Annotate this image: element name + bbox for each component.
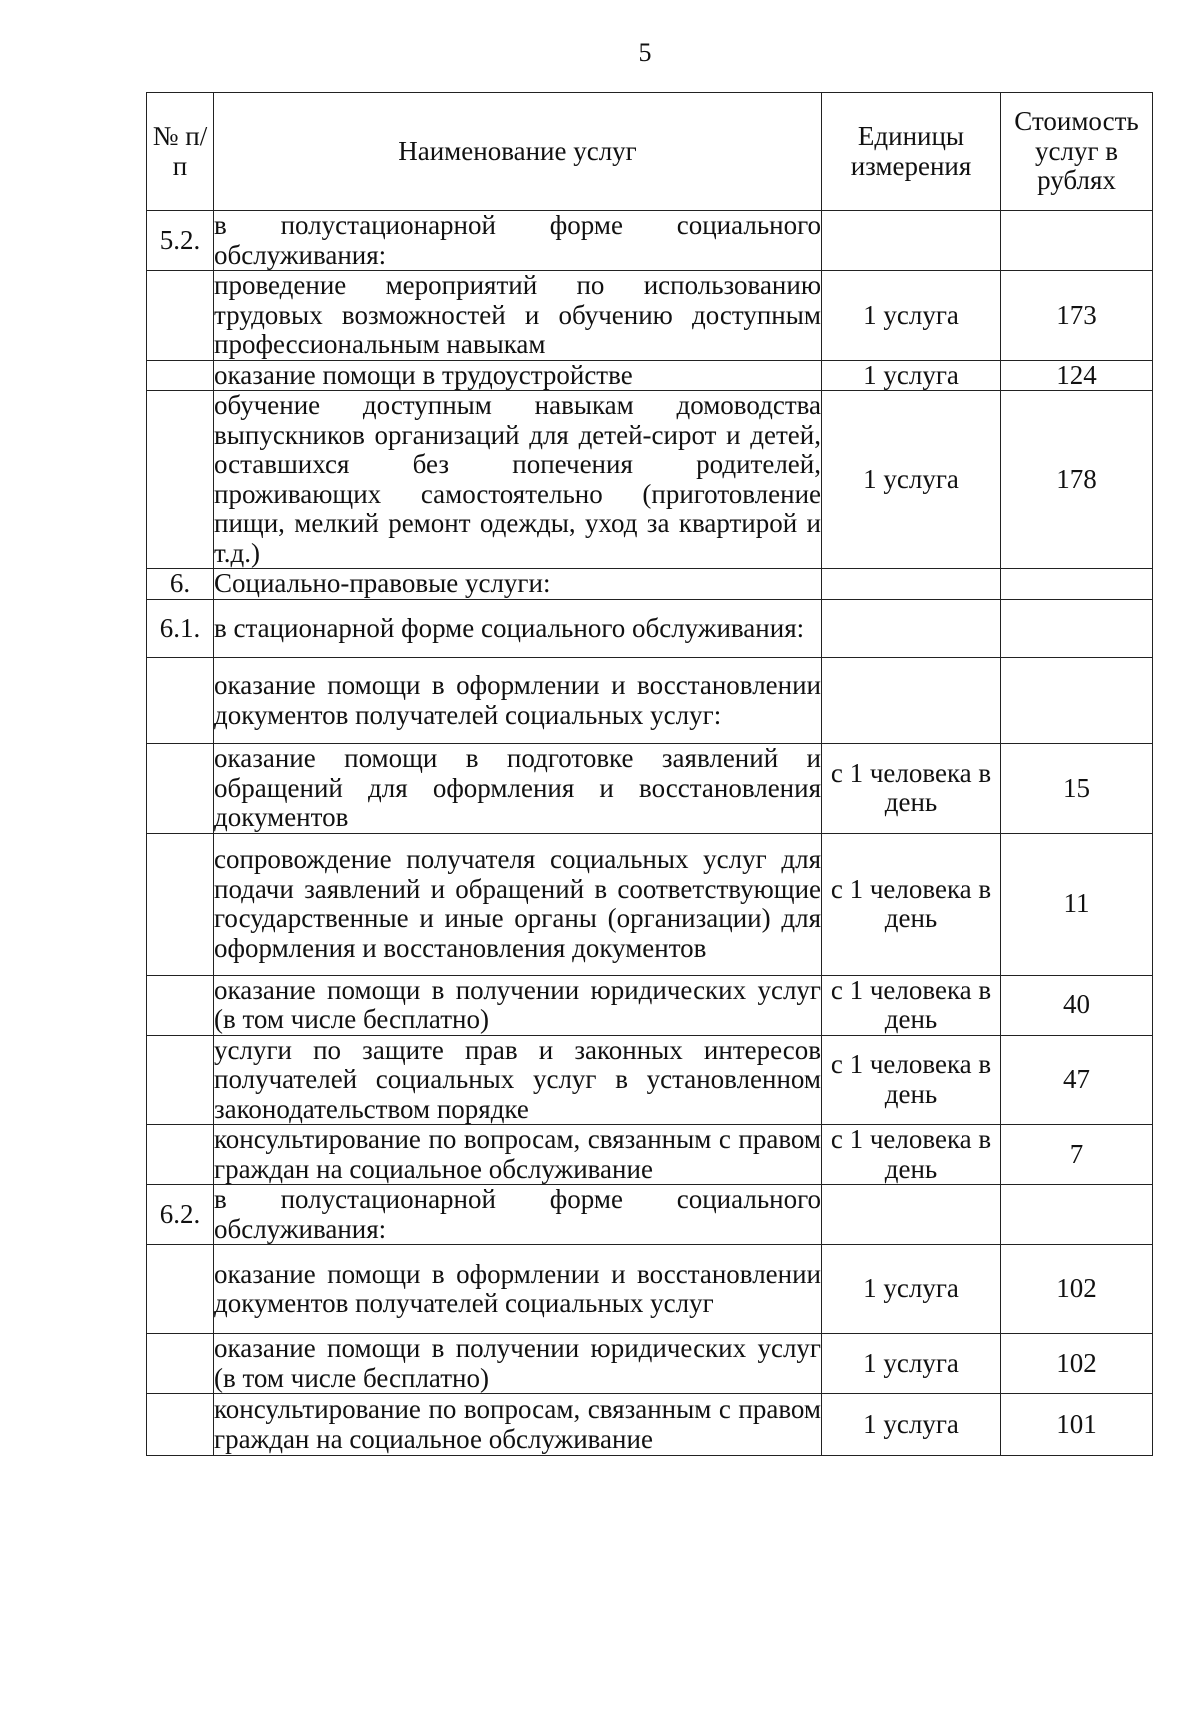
header-unit: Единицы измерения [822, 93, 1001, 211]
header-service-name: Наименование услуг [214, 93, 822, 211]
service-name: оказание помощи в получении юридических услуг (в том числе бесплатно) [214, 974, 821, 1034]
table-body [147, 211, 1153, 1456]
table-row [147, 1125, 1153, 1185]
row-number: 6.2. [147, 1185, 214, 1245]
service-cost: 102 [1001, 1245, 1153, 1334]
row-number [147, 1245, 214, 1334]
unit-of-measure [822, 600, 1001, 658]
table-row [147, 744, 1153, 834]
row-number [147, 391, 214, 569]
unit-of-measure: 1 услуга [822, 391, 1001, 569]
service-name: оказание помощи в получении юридических услуг (в том числе бесплатно) [214, 1333, 821, 1393]
row-number [147, 271, 214, 361]
table-row [147, 1185, 1153, 1245]
unit-of-measure [822, 1185, 1001, 1245]
row-number: 6. [147, 569, 214, 600]
row-number [147, 360, 214, 391]
unit-of-measure: 1 услуга [822, 360, 1001, 391]
service-name: оказание помощи в подготовке заявлений и обращений для оформления и восстановления документов [214, 743, 821, 832]
table-row [147, 1035, 1153, 1125]
row-number [147, 1394, 214, 1456]
unit-of-measure: с 1 человека в день [822, 744, 1001, 834]
service-name: в полустационарной форме социального обслуживания: [214, 210, 821, 270]
unit-of-measure: 1 услуга [822, 1245, 1001, 1334]
table-row [147, 569, 1153, 600]
service-name: Социально-правовые услуги: [214, 569, 822, 600]
unit-of-measure: 1 услуга [822, 1394, 1001, 1456]
row-number: 5.2. [147, 211, 214, 271]
service-name: оказание помощи в оформлении и восстановлении документов получателей социальных услуг: [214, 658, 822, 744]
row-number [147, 833, 214, 975]
unit-of-measure [822, 211, 1001, 271]
unit-of-measure: 1 услуга [822, 1334, 1001, 1394]
service-cost [1001, 1185, 1153, 1245]
table-row [147, 1334, 1153, 1394]
service-cost: 124 [1001, 360, 1153, 391]
row-number [147, 1125, 214, 1185]
table-row [147, 600, 1153, 658]
service-cost [1001, 658, 1153, 744]
row-number [147, 658, 214, 744]
service-cost [1001, 569, 1153, 600]
header-cost: Стоимость услуг в рублях [1001, 93, 1153, 211]
unit-of-measure: с 1 человека в день [822, 1125, 1001, 1185]
table-row [147, 360, 1153, 391]
service-name: консультирование по вопросам, связанным с правом граждан на социальное обслуживание [214, 1124, 821, 1184]
table-row [147, 211, 1153, 271]
unit-of-measure [822, 658, 1001, 744]
service-cost: 178 [1001, 391, 1153, 569]
table-row [147, 833, 1153, 975]
service-cost: 47 [1001, 1035, 1153, 1125]
table-row [147, 271, 1153, 361]
unit-of-measure: 1 услуга [822, 271, 1001, 361]
unit-of-measure [822, 569, 1001, 600]
service-name: консультирование по вопросам, связанным с правом граждан на социальное обслуживание [214, 1394, 821, 1454]
header-number: № п/п [147, 93, 214, 211]
unit-of-measure: с 1 человека в день [822, 975, 1001, 1035]
row-number [147, 1035, 214, 1125]
service-cost: 7 [1001, 1125, 1153, 1185]
unit-of-measure: с 1 человека в день [822, 1035, 1001, 1125]
service-name: в стационарной форме социального обслуживания: [214, 600, 822, 658]
service-cost: 102 [1001, 1334, 1153, 1394]
service-cost: 101 [1001, 1394, 1153, 1456]
table-row [147, 1245, 1153, 1334]
table-row [147, 658, 1153, 744]
service-name: обучение доступным навыкам домоводства выпускников организаций для детей-сирот и детей, оставшихся без попечения родителей, проживающих самостоятельно (приготовление пищи, мелкий ремонт одежды, уход за квартирой и т.д.) [214, 390, 821, 568]
service-name: сопровождение получателя социальных услуг для подачи заявлений и обращений в соответствующие государственные и иные органы (организации) для оформления и восстановления документов [214, 833, 822, 975]
unit-of-measure: с 1 человека в день [822, 833, 1001, 975]
service-cost: 40 [1001, 975, 1153, 1035]
service-name: оказание помощи в трудоустройстве [214, 360, 822, 391]
row-number [147, 744, 214, 834]
services-price-table [146, 92, 1153, 1456]
service-name: в полустационарной форме социального обслуживания: [214, 1184, 821, 1244]
service-cost: 11 [1001, 833, 1153, 975]
service-name: услуги по защите прав и законных интересов получателей социальных услуг в установленном законодательством порядке [214, 1034, 821, 1124]
service-cost [1001, 211, 1153, 271]
service-cost [1001, 600, 1153, 658]
service-cost: 173 [1001, 271, 1153, 361]
table-header-row [147, 93, 1153, 211]
row-number [147, 975, 214, 1035]
table-row [147, 975, 1153, 1035]
table-row [147, 1394, 1153, 1456]
row-number [147, 1334, 214, 1394]
service-cost: 15 [1001, 744, 1153, 834]
table-row [147, 391, 1153, 569]
service-name: проведение мероприятий по использованию трудовых возможностей и обучению доступным профессиональным навыкам [214, 270, 821, 359]
service-name: оказание помощи в оформлении и восстановлении документов получателей социальных услуг [214, 1245, 822, 1334]
page-number: 5 [638, 38, 652, 67]
row-number: 6.1. [147, 600, 214, 658]
